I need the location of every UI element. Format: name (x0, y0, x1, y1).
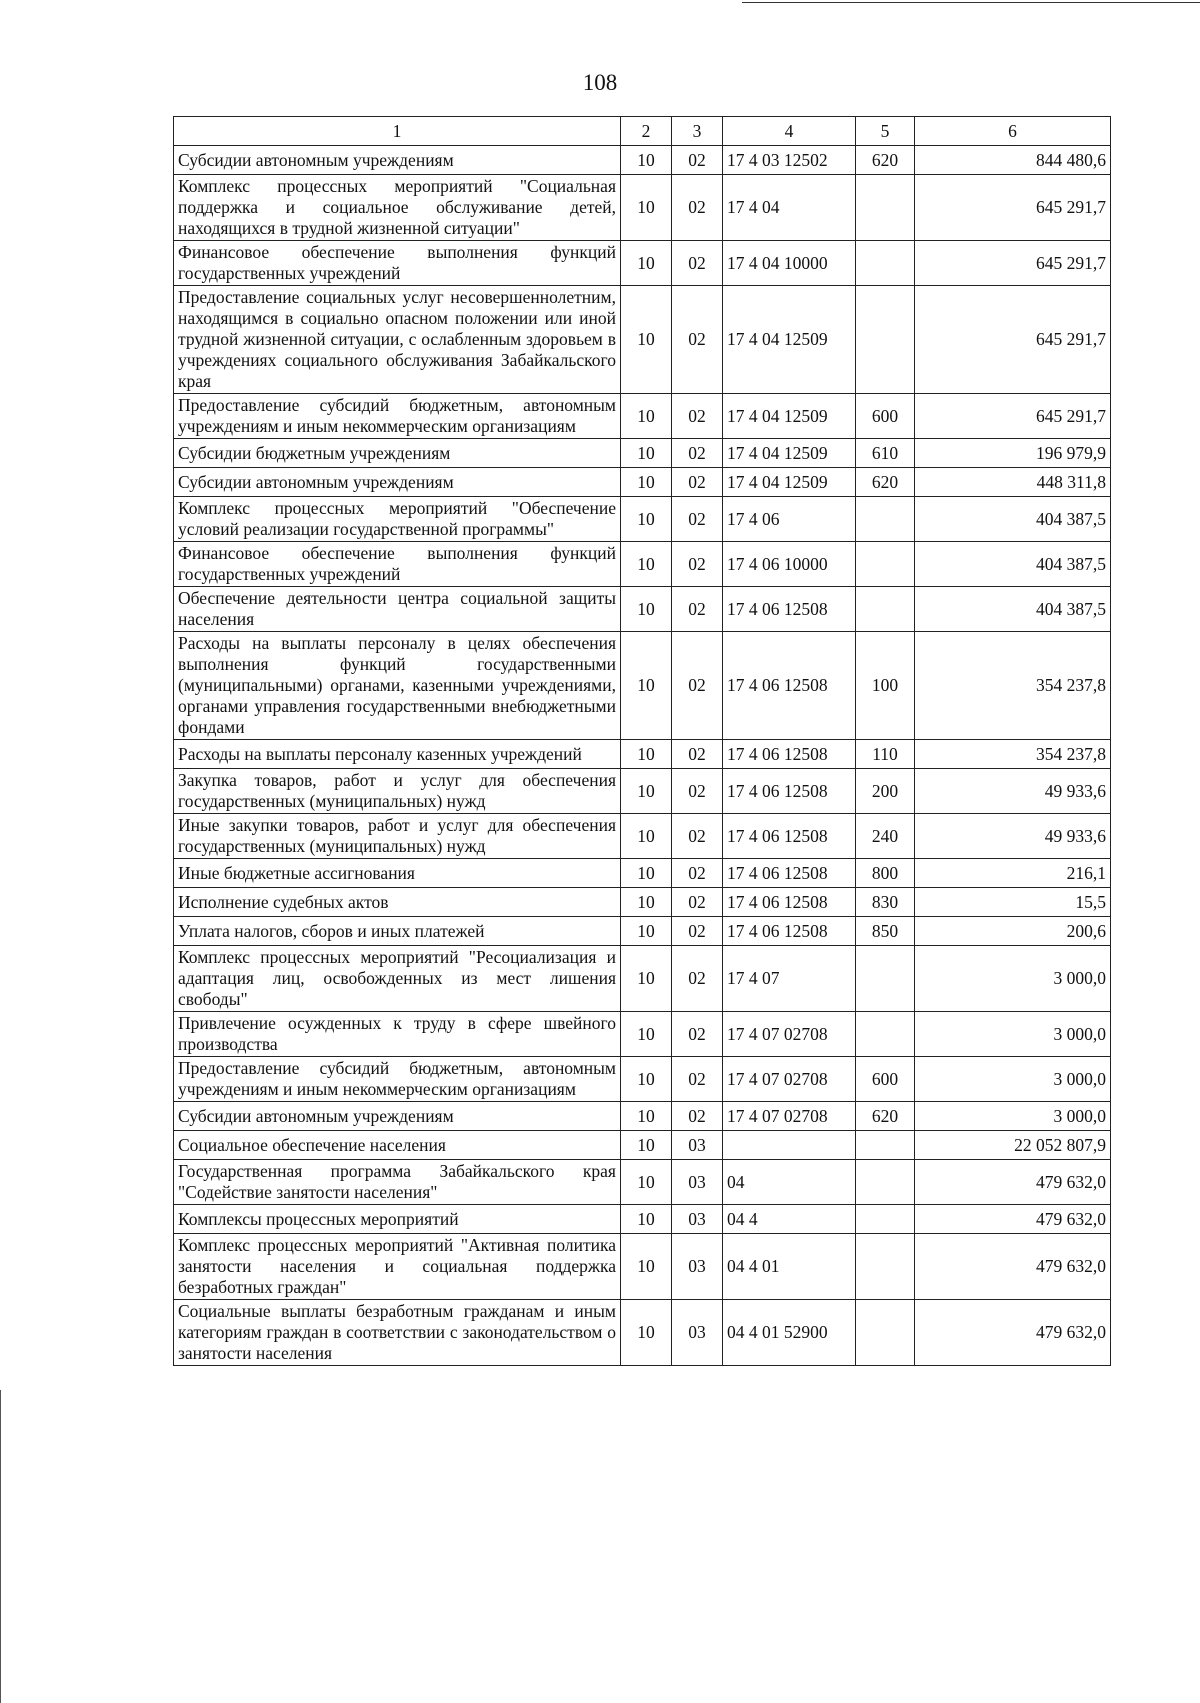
subsection-code: 02 (672, 497, 723, 542)
section-code: 10 (621, 1205, 672, 1234)
item-name: Расходы на выплаты персоналу казенных учреждений (174, 740, 621, 769)
amount: 354 237,8 (915, 632, 1111, 740)
header-col-1: 1 (174, 117, 621, 146)
expense-type-code (856, 587, 915, 632)
subsection-code: 02 (672, 859, 723, 888)
target-article-code: 17 4 04 12509 (723, 468, 856, 497)
table-row (174, 1300, 1111, 1366)
amount: 49 933,6 (915, 769, 1111, 814)
table-row (174, 814, 1111, 859)
item-name: Иные бюджетные ассигнования (174, 859, 621, 888)
subsection-code: 03 (672, 1300, 723, 1366)
section-code: 10 (621, 1131, 672, 1160)
amount: 3 000,0 (915, 1102, 1111, 1131)
subsection-code: 02 (672, 394, 723, 439)
table-row (174, 468, 1111, 497)
item-name: Иные закупки товаров, работ и услуг для обеспечения государственных (муниципальных) нужд (174, 814, 621, 859)
expense-type-code (856, 175, 915, 241)
item-name: Финансовое обеспечение выполнения функций государственных учреждений (174, 542, 621, 587)
section-code: 10 (621, 740, 672, 769)
section-code: 10 (621, 542, 672, 587)
table-row (174, 542, 1111, 587)
subsection-code: 03 (672, 1234, 723, 1300)
expense-type-code: 240 (856, 814, 915, 859)
amount: 479 632,0 (915, 1300, 1111, 1366)
expense-type-code: 620 (856, 468, 915, 497)
item-name: Предоставление субсидий бюджетным, автономным учреждениям и иным некоммерческим организациям (174, 1057, 621, 1102)
amount: 645 291,7 (915, 394, 1111, 439)
table-row (174, 175, 1111, 241)
item-name: Расходы на выплаты персоналу в целях обеспечения выполнения функций государственными (муниципальными) органами, казенными учреждениями, органами управления государственными внебюджетными фондами (174, 632, 621, 740)
section-code: 10 (621, 632, 672, 740)
item-name: Комплекс процессных мероприятий "Обеспечение условий реализации государственной программы" (174, 497, 621, 542)
scan-artifact-top-rule (742, 2, 1200, 3)
target-article-code: 17 4 04 (723, 175, 856, 241)
expense-type-code (856, 1300, 915, 1366)
amount: 404 387,5 (915, 587, 1111, 632)
amount: 404 387,5 (915, 542, 1111, 587)
header-col-3: 3 (672, 117, 723, 146)
target-article-code: 17 4 07 02708 (723, 1057, 856, 1102)
subsection-code: 02 (672, 888, 723, 917)
item-name: Субсидии автономным учреждениям (174, 1102, 621, 1131)
expense-type-code: 200 (856, 769, 915, 814)
table-header-row (174, 117, 1111, 146)
table-row (174, 888, 1111, 917)
item-name: Обеспечение деятельности центра социальной защиты населения (174, 587, 621, 632)
subsection-code: 02 (672, 814, 723, 859)
subsection-code: 02 (672, 587, 723, 632)
subsection-code: 02 (672, 946, 723, 1012)
subsection-code: 02 (672, 632, 723, 740)
target-article-code: 17 4 06 10000 (723, 542, 856, 587)
item-name: Предоставление субсидий бюджетным, автономным учреждениям и иным некоммерческим организациям (174, 394, 621, 439)
amount: 479 632,0 (915, 1205, 1111, 1234)
section-code: 10 (621, 439, 672, 468)
section-code: 10 (621, 286, 672, 394)
table-row (174, 439, 1111, 468)
subsection-code: 02 (672, 468, 723, 497)
amount: 3 000,0 (915, 1012, 1111, 1057)
expense-type-code: 100 (856, 632, 915, 740)
section-code: 10 (621, 1300, 672, 1366)
subsection-code: 02 (672, 1057, 723, 1102)
expense-type-code: 620 (856, 1102, 915, 1131)
expense-type-code (856, 286, 915, 394)
target-article-code: 17 4 03 12502 (723, 146, 856, 175)
amount: 645 291,7 (915, 241, 1111, 286)
subsection-code: 02 (672, 1012, 723, 1057)
table-row (174, 146, 1111, 175)
amount: 3 000,0 (915, 1057, 1111, 1102)
target-article-code: 04 4 01 52900 (723, 1300, 856, 1366)
subsection-code: 02 (672, 146, 723, 175)
item-name: Исполнение судебных актов (174, 888, 621, 917)
section-code: 10 (621, 1102, 672, 1131)
table-row (174, 394, 1111, 439)
expense-type-code: 610 (856, 439, 915, 468)
table-row (174, 1205, 1111, 1234)
target-article-code (723, 1131, 856, 1160)
table-row (174, 241, 1111, 286)
table-row (174, 946, 1111, 1012)
subsection-code: 02 (672, 542, 723, 587)
amount: 479 632,0 (915, 1160, 1111, 1205)
header-col-4: 4 (723, 117, 856, 146)
expense-type-code (856, 1160, 915, 1205)
budget-table (173, 116, 1111, 1366)
target-article-code: 04 (723, 1160, 856, 1205)
target-article-code: 17 4 06 12508 (723, 632, 856, 740)
amount: 354 237,8 (915, 740, 1111, 769)
amount: 404 387,5 (915, 497, 1111, 542)
expense-type-code (856, 1205, 915, 1234)
item-name: Субсидии автономным учреждениям (174, 468, 621, 497)
section-code: 10 (621, 888, 672, 917)
expense-type-code (856, 542, 915, 587)
header-col-2: 2 (621, 117, 672, 146)
section-code: 10 (621, 587, 672, 632)
subsection-code: 03 (672, 1160, 723, 1205)
amount: 448 311,8 (915, 468, 1111, 497)
target-article-code: 17 4 04 12509 (723, 394, 856, 439)
item-name: Комплекс процессных мероприятий "Ресоциализация и адаптация лиц, освобожденных из мест лишения свободы" (174, 946, 621, 1012)
table-row (174, 1234, 1111, 1300)
item-name: Социальное обеспечение населения (174, 1131, 621, 1160)
section-code: 10 (621, 814, 672, 859)
target-article-code: 17 4 07 02708 (723, 1102, 856, 1131)
amount: 196 979,9 (915, 439, 1111, 468)
section-code: 10 (621, 917, 672, 946)
subsection-code: 02 (672, 439, 723, 468)
item-name: Субсидии бюджетным учреждениям (174, 439, 621, 468)
scan-artifact-left-edge (0, 1390, 1, 1703)
target-article-code: 17 4 04 12509 (723, 286, 856, 394)
amount: 844 480,6 (915, 146, 1111, 175)
section-code: 10 (621, 946, 672, 1012)
expense-type-code: 110 (856, 740, 915, 769)
target-article-code: 17 4 07 02708 (723, 1012, 856, 1057)
item-name: Финансовое обеспечение выполнения функций государственных учреждений (174, 241, 621, 286)
target-article-code: 17 4 06 12508 (723, 740, 856, 769)
table-row (174, 1102, 1111, 1131)
section-code: 10 (621, 1160, 672, 1205)
table-row (174, 1160, 1111, 1205)
expense-type-code: 850 (856, 917, 915, 946)
section-code: 10 (621, 859, 672, 888)
amount: 479 632,0 (915, 1234, 1111, 1300)
expense-type-code (856, 497, 915, 542)
amount: 15,5 (915, 888, 1111, 917)
amount: 216,1 (915, 859, 1111, 888)
expense-type-code (856, 241, 915, 286)
table-row (174, 632, 1111, 740)
table-row (174, 1057, 1111, 1102)
target-article-code: 17 4 06 12508 (723, 888, 856, 917)
section-code: 10 (621, 1057, 672, 1102)
subsection-code: 02 (672, 740, 723, 769)
section-code: 10 (621, 175, 672, 241)
target-article-code: 17 4 06 (723, 497, 856, 542)
item-name: Комплекс процессных мероприятий "Социальная поддержка и социальное обслуживание детей, находящихся в трудной жизненной ситуации" (174, 175, 621, 241)
section-code: 10 (621, 769, 672, 814)
table-row (174, 917, 1111, 946)
amount: 645 291,7 (915, 175, 1111, 241)
target-article-code: 17 4 04 10000 (723, 241, 856, 286)
subsection-code: 02 (672, 1102, 723, 1131)
item-name: Социальные выплаты безработным гражданам и иным категориям граждан в соответствии с законодательством о занятости населения (174, 1300, 621, 1366)
section-code: 10 (621, 468, 672, 497)
item-name: Субсидии автономным учреждениям (174, 146, 621, 175)
table-row (174, 286, 1111, 394)
amount: 200,6 (915, 917, 1111, 946)
section-code: 10 (621, 1012, 672, 1057)
target-article-code: 17 4 04 12509 (723, 439, 856, 468)
item-name: Комплекс процессных мероприятий "Активная политика занятости населения и социальная поддержка безработных граждан" (174, 1234, 621, 1300)
section-code: 10 (621, 1234, 672, 1300)
target-article-code: 17 4 07 (723, 946, 856, 1012)
table-row (174, 587, 1111, 632)
amount: 49 933,6 (915, 814, 1111, 859)
table-row (174, 1012, 1111, 1057)
subsection-code: 02 (672, 917, 723, 946)
amount: 3 000,0 (915, 946, 1111, 1012)
target-article-code: 17 4 06 12508 (723, 859, 856, 888)
section-code: 10 (621, 241, 672, 286)
subsection-code: 03 (672, 1205, 723, 1234)
table-row (174, 497, 1111, 542)
target-article-code: 17 4 06 12508 (723, 769, 856, 814)
expense-type-code: 800 (856, 859, 915, 888)
target-article-code: 17 4 06 12508 (723, 917, 856, 946)
expense-type-code (856, 1012, 915, 1057)
subsection-code: 03 (672, 1131, 723, 1160)
section-code: 10 (621, 394, 672, 439)
item-name: Государственная программа Забайкальского края "Содействие занятости населения" (174, 1160, 621, 1205)
target-article-code: 04 4 01 (723, 1234, 856, 1300)
expense-type-code: 620 (856, 146, 915, 175)
expense-type-code (856, 946, 915, 1012)
item-name: Предоставление социальных услуг несовершеннолетним, находящимся в социально опасном положении или иной трудной жизненной ситуации, с ослабленным здоровьем в учреждениях социального обслуживания Забайкальского края (174, 286, 621, 394)
section-code: 10 (621, 497, 672, 542)
header-col-6: 6 (915, 117, 1111, 146)
subsection-code: 02 (672, 175, 723, 241)
subsection-code: 02 (672, 241, 723, 286)
section-code: 10 (621, 146, 672, 175)
item-name: Уплата налогов, сборов и иных платежей (174, 917, 621, 946)
subsection-code: 02 (672, 286, 723, 394)
table-row (174, 740, 1111, 769)
page-number: 108 (582, 70, 618, 95)
item-name: Привлечение осужденных к труду в сфере швейного производства (174, 1012, 621, 1057)
header-col-5: 5 (856, 117, 915, 146)
expense-type-code: 600 (856, 394, 915, 439)
expense-type-code (856, 1234, 915, 1300)
amount: 22 052 807,9 (915, 1131, 1111, 1160)
target-article-code: 17 4 06 12508 (723, 587, 856, 632)
amount: 645 291,7 (915, 286, 1111, 394)
table-row (174, 769, 1111, 814)
target-article-code: 17 4 06 12508 (723, 814, 856, 859)
expense-type-code: 830 (856, 888, 915, 917)
table-row (174, 859, 1111, 888)
item-name: Комплексы процессных мероприятий (174, 1205, 621, 1234)
item-name: Закупка товаров, работ и услуг для обеспечения государственных (муниципальных) нужд (174, 769, 621, 814)
subsection-code: 02 (672, 769, 723, 814)
expense-type-code: 600 (856, 1057, 915, 1102)
target-article-code: 04 4 (723, 1205, 856, 1234)
expense-type-code (856, 1131, 915, 1160)
table-row (174, 1131, 1111, 1160)
